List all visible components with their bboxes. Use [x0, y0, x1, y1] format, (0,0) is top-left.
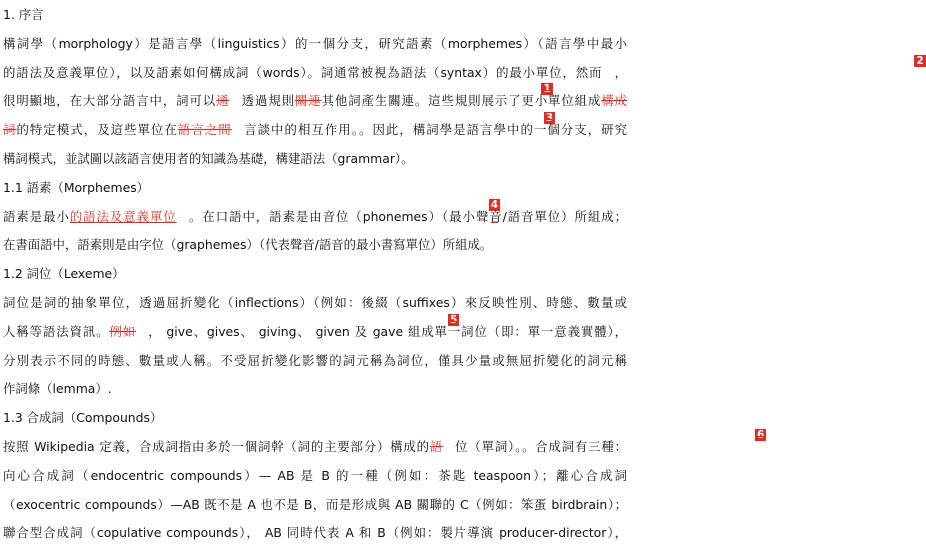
text-run: 按照 Wikipedia 定義，合成詞指由多於一個詞幹（詞的主要部分）構成的: [3, 439, 430, 454]
deleted-text: 通$^1$: [216, 83, 551, 109]
text-run: 言談中的相互作用。。因此，構詞學是語言學中的一個分支，研究: [243, 122, 628, 138]
text-run: 1.1 語素（Morphemes）: [3, 179, 150, 195]
text-run: 位（單詞）。。合成詞有三種：: [454, 439, 627, 454]
text-run: 1.2 詞位（Lexeme）: [3, 266, 125, 282]
text-run: ， give、gives、 giving、 given 及 gave 組成單一詞位（即：單一意義實體），: [147, 323, 628, 339]
text-run: ，: [613, 64, 628, 80]
text-line: [3, 292, 627, 314]
text-line: [3, 4, 627, 26]
text-run: 的語法及意義單位），以及語素如何構成詞（words）。詞通常被視為語法（syntax）的最小單位，然: [3, 64, 590, 80]
deleted-text: 詞: [3, 122, 17, 138]
text-run: 詞位是詞的抽象單位，透過屈折變化（inflections）（例如：後綴（suffixes）來反映性別、時態、數量或: [3, 295, 627, 310]
text-line: [3, 494, 627, 516]
text-line: [3, 522, 627, 544]
deleted-text: 構成: [601, 93, 628, 109]
text-line: [3, 33, 627, 55]
text-line: [3, 429, 765, 458]
revision-marker-badge[interactable]: 6: [757, 429, 765, 441]
text-run: （exocentric compounds）—AB 既不是 A 也不是 B，而是形成與 AB 關聯的 C（例如：笨蛋 birdbrain）；: [3, 496, 627, 512]
text-run: 向心合成詞（endocentric compounds）— AB 是 B 的一種（例如：茶匙 teaspoon）；離心合成詞: [3, 467, 628, 483]
text-run: 1. 序言: [3, 7, 44, 22]
revision-marker-badge[interactable]: 4: [490, 198, 499, 211]
revision-marker-badge[interactable]: 3: [545, 112, 554, 125]
text-run: 透過規則: [240, 93, 295, 109]
text-run: 作詞條（lemma）.: [3, 381, 112, 397]
inserted-text: 的語法及意義單位$^4$: [69, 198, 499, 224]
text-run: 的特定模式，及這些單位在: [16, 122, 178, 138]
text-line: [3, 350, 627, 372]
deleted-text: 例如$^5$: [109, 313, 458, 339]
text-line: [3, 465, 627, 487]
text-line: [3, 112, 628, 141]
text-line: [3, 263, 627, 285]
text-line: [3, 313, 628, 343]
revision-marker-badge[interactable]: 1: [543, 83, 551, 96]
deleted-text: 語言之間$^3$: [177, 112, 554, 138]
text-line: [3, 378, 627, 400]
text-run: 分別表示不同的時態、數量或人稱。不受屈折變化影響的詞元稱為詞位，僅具少量或無屈折變化的詞元稱: [3, 352, 627, 368]
text-run: 1.3 合成詞（Compounds）: [3, 410, 163, 426]
text-line: [3, 177, 627, 199]
text-run: 其他詞產生關連。這些規則展示了更小單位組成: [321, 93, 602, 109]
revision-marker-badge[interactable]: 2: [916, 54, 924, 67]
text-line: [3, 83, 628, 112]
text-line: [3, 234, 627, 256]
text-run: 聯合型合成詞（copulative compounds）， AB 同時代表 A 和 B（例如：製片導演 producer-director），: [3, 525, 627, 541]
text-line: [3, 54, 924, 84]
text-run: 而$^2$: [589, 54, 924, 80]
revision-marker-badge[interactable]: 5: [450, 313, 458, 326]
text-run: 構詞學（morphology）是語言學（linguistics）的一個分支，研究語素（morphemes）（語言學中最小: [3, 35, 627, 51]
text-run: 很明顯地，在大部分語言中，詞可以: [3, 93, 217, 109]
text-run: 語素是最小: [3, 208, 70, 224]
deleted-text: 語$^6$: [429, 429, 765, 454]
text-line: [3, 198, 628, 228]
text-run: 構詞模式，並試圖以該語言使用者的知識為基礎，構建語法（grammar）。: [3, 151, 414, 166]
text-line: [3, 148, 627, 170]
text-run: 人稱等語法資訊。: [3, 323, 110, 339]
text-line: [3, 407, 627, 429]
text-run: 在書面語中，語素則是由字位（graphemes）（代表聲音/語音的最小書寫單位）所組成。: [3, 237, 493, 253]
deleted-text: 關連: [294, 93, 322, 109]
text-run: 。在口語中，語素是由音位（phonemes）（最小聲音/語音單位）所組成；: [188, 208, 628, 224]
